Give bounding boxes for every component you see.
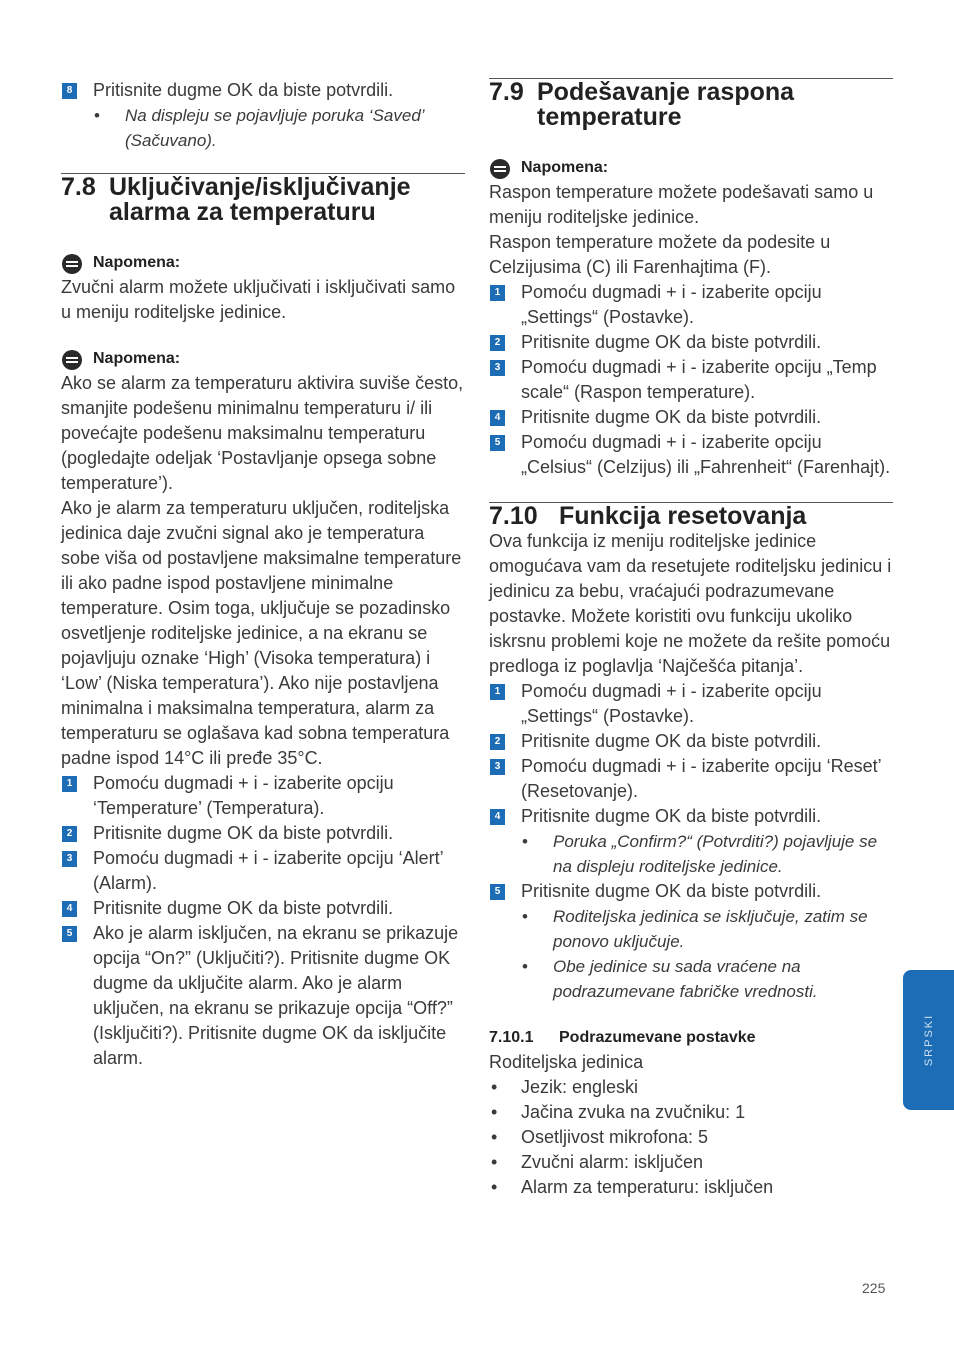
right-column bbox=[489, 78, 893, 1200]
step-item bbox=[489, 679, 893, 729]
sub-bullet: • Poruka „Confirm?“ (Potvrditi?) pojavljuje se na displeju roditeljske jedinice. bbox=[489, 829, 893, 879]
list-item: • Osetljivost mikrofona: 5 bbox=[489, 1125, 893, 1150]
left-column bbox=[61, 78, 465, 1071]
step-number: 3 bbox=[62, 851, 77, 867]
step-text: Pomoću dugmadi + i - izaberite opciju „Settings“ (Postavke). bbox=[521, 681, 822, 726]
step-number: 5 bbox=[490, 884, 505, 900]
section-title: Funkcija resetovanja bbox=[559, 502, 807, 530]
step-item bbox=[489, 754, 893, 804]
language-tab bbox=[903, 970, 954, 1110]
step-item bbox=[61, 821, 465, 846]
note-text: Ako se alarm za temperaturu aktivira suviše često, smanjite podešenu minimalnu temperaturu i/ ili povećajte podešenu maksimalnu temperaturu (pogledajte odeljak ‘Postavljanje opsega sobne temperature’). bbox=[61, 373, 464, 493]
list-item: • Jezik: engleski bbox=[489, 1075, 893, 1100]
note-heading bbox=[489, 156, 893, 180]
page-number: 225 bbox=[862, 1280, 886, 1296]
step-item bbox=[61, 896, 465, 921]
note-icon bbox=[62, 254, 82, 274]
note-text: Raspon temperature možete podešavati samo u meniju roditeljske jedinice. bbox=[489, 182, 874, 227]
step-text: Pritisnite dugme OK da biste potvrdili. bbox=[521, 806, 822, 826]
step-list bbox=[489, 280, 893, 480]
step-number: 3 bbox=[490, 759, 505, 775]
paragraph: Roditeljska jedinica bbox=[489, 1052, 644, 1072]
step-text: Pritisnite dugme OK da biste potvrdili. bbox=[93, 80, 394, 100]
step-item bbox=[61, 921, 465, 1071]
step-text: Pritisnite dugme OK da biste potvrdili. bbox=[521, 881, 822, 901]
step-number: 4 bbox=[490, 410, 505, 426]
note-label: Napomena: bbox=[93, 350, 181, 367]
step-text: Pritisnite dugme OK da biste potvrdili. bbox=[93, 898, 394, 918]
step-number: 2 bbox=[490, 335, 505, 351]
paragraph: Ako je alarm za temperaturu uključen, roditeljska jedinica daje zvučni signal ako je temperatura sobe viša od postavljene maksimalne temperature ili ako padne ispod postavljene minimalne temperature. Osim toga, uključuje se pozadinsko osvetljenje roditeljske jedinice, a na ekranu se pojavljuju oznake ‘High’ (Visoka temperatura) i ‘Low’ (Niska temperatura’). Ako nije postavljena minimalna i maksimalna temperatura, alarm za temperaturu se oglašava kad sobna temperatura padne ispod 14°C ili pređe 35°C. bbox=[61, 498, 462, 768]
section-heading-7-9 bbox=[489, 78, 893, 130]
list-item: • Zvučni alarm: isključen bbox=[489, 1150, 893, 1175]
step-text: Pomoću dugmadi + i - izaberite opciju ‘Reset’ (Resetovanje). bbox=[521, 756, 882, 801]
step-number: 3 bbox=[490, 360, 505, 376]
step-text: Pritisnite dugme OK da biste potvrdili. bbox=[521, 332, 822, 352]
step-number: 1 bbox=[62, 776, 77, 792]
section-heading-7-8 bbox=[61, 173, 465, 225]
sub-bullet: • Obe jedinice su sada vraćene na podrazumevane fabričke vrednosti. bbox=[489, 954, 893, 1004]
sub-bullet: • Na displeju se pojavljuje poruka ‘Saved’ (Sačuvano). bbox=[61, 103, 465, 153]
list-item: • Jačina zvuka na zvučniku: 1 bbox=[489, 1100, 893, 1125]
step-number: 1 bbox=[490, 684, 505, 700]
section-number: 7.8 bbox=[61, 173, 96, 201]
step-item bbox=[61, 846, 465, 896]
step-text: Pomoću dugmadi + i - izaberite opciju „Celsius“ (Celzijus) ili „Fahrenheit“ (Farenhajt). bbox=[521, 432, 891, 477]
step-number: 8 bbox=[62, 83, 77, 99]
list-item: • Alarm za temperaturu: isključen bbox=[489, 1175, 893, 1200]
step-item bbox=[489, 430, 893, 480]
step-item bbox=[489, 280, 893, 330]
sub-bullet: • Roditeljska jedinica se isključuje, zatim se ponovo uključuje. bbox=[489, 904, 893, 954]
step-number: 4 bbox=[490, 809, 505, 825]
section-title: Podešavanje raspona temperature bbox=[537, 78, 795, 131]
step-number: 2 bbox=[62, 826, 77, 842]
note-heading bbox=[61, 347, 465, 371]
step-number: 1 bbox=[490, 285, 505, 301]
step-text: Pomoću dugmadi + i - izaberite opciju ‘Alert’ (Alarm). bbox=[93, 848, 443, 893]
note-icon bbox=[62, 350, 82, 370]
step-number: 5 bbox=[490, 435, 505, 451]
note-label: Napomena: bbox=[93, 254, 181, 271]
step-text: Pritisnite dugme OK da biste potvrdili. bbox=[93, 823, 394, 843]
step-number: 2 bbox=[490, 734, 505, 750]
section-number: 7.9 bbox=[489, 78, 524, 106]
step-item bbox=[489, 804, 893, 829]
note-text: Zvučni alarm možete uključivati i isključivati samo u meniju roditeljske jedinice. bbox=[61, 277, 456, 322]
step-list bbox=[61, 771, 465, 1071]
step-item bbox=[61, 771, 465, 821]
step-item bbox=[489, 330, 893, 355]
step-item bbox=[489, 355, 893, 405]
section-number: 7.10 bbox=[489, 502, 538, 530]
subsection-title: Podrazumevane postavke bbox=[559, 1029, 756, 1046]
step-text: Pritisnite dugme OK da biste potvrdili. bbox=[521, 731, 822, 751]
step-item bbox=[489, 405, 893, 430]
section-heading-7-10 bbox=[489, 502, 893, 529]
step-item bbox=[489, 729, 893, 754]
paragraph: Ova funkcija iz meniju roditeljske jedinice omogućava vam da resetujete roditeljsku jedinicu i jedinicu za bebu, vraćajući podrazumevane postavke. Možete koristiti ovu funkciju ukoliko iskrsnu problemi koje ne možete da rešite pomoću predloga iz poglavlja ‘Najčešća pitanja’. bbox=[489, 531, 892, 676]
note-label: Napomena: bbox=[521, 159, 609, 176]
step-text: Ako je alarm isključen, na ekranu se prikazuje opcija “On?” (Uključiti?). Pritisnite dugme OK dugme da uključite alarm. Ako je alarm uključen, na ekranu se prikazuje opcija “Off?” (Isključiti?). Pritisnite dugme OK da isključite alarm. bbox=[93, 923, 459, 1068]
subsection-number: 7.10.1 bbox=[489, 1029, 534, 1046]
note-text: Raspon temperature možete da podesite u Celzijusima (C) ili Farenhajtima (F). bbox=[489, 232, 831, 277]
step-text: Pomoću dugmadi + i - izaberite opciju ‘Temperature’ (Temperatura). bbox=[93, 773, 394, 818]
note-heading bbox=[61, 251, 465, 275]
note-icon bbox=[490, 159, 510, 179]
step-number: 4 bbox=[62, 901, 77, 917]
step-item bbox=[61, 78, 465, 103]
step-text: Pomoću dugmadi + i - izaberite opciju „Settings“ (Postavke). bbox=[521, 282, 822, 327]
language-tab-label: SRPSKI bbox=[922, 1013, 935, 1067]
step-number: 5 bbox=[62, 926, 77, 942]
step-text: Pritisnite dugme OK da biste potvrdili. bbox=[521, 407, 822, 427]
step-item bbox=[489, 879, 893, 904]
subsection-heading-7-10-1 bbox=[489, 1026, 893, 1050]
step-text: Pomoću dugmadi + i - izaberite opciju „Temp scale“ (Raspon temperature). bbox=[521, 357, 877, 402]
section-title: Uključivanje/isključivanje alarma za temperaturu bbox=[109, 173, 411, 226]
